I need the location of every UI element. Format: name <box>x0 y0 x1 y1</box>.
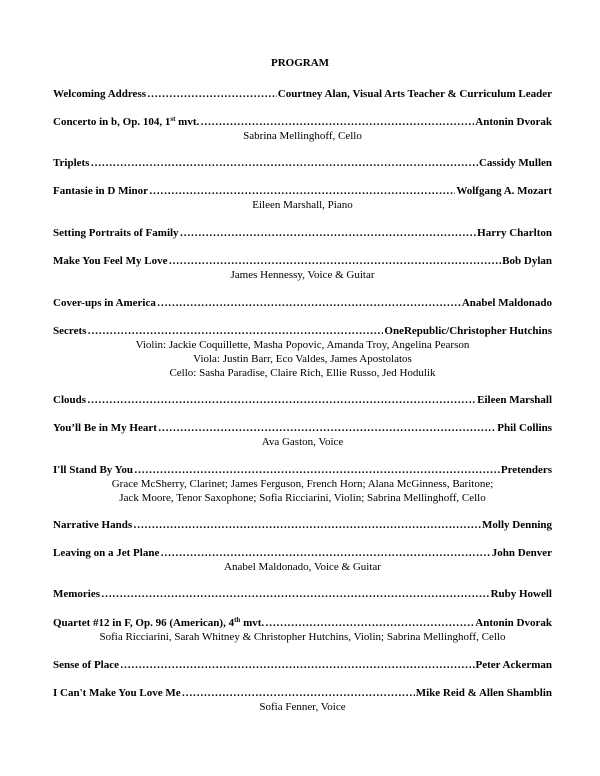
entry-line <box>53 463 552 477</box>
piece-title: Concerto in b, Op. 104, 1st mvt. <box>53 115 200 128</box>
piece-performer: Peter Ackerman <box>475 659 552 671</box>
program-entry <box>53 324 552 380</box>
entry-line <box>53 115 552 129</box>
piece-title: I Can't Make You Love Me <box>53 687 181 699</box>
performer-detail: Sabrina Mellinghoff, Cello <box>243 130 362 142</box>
performer-detail: Sofia Ricciarini, Sarah Whitney & Christopher Hutchins, Violin; Sabrina Mellinghoff, Cello <box>99 631 506 643</box>
dot-leader <box>101 587 490 601</box>
piece-title: Clouds <box>53 394 87 406</box>
dot-leader <box>120 658 475 672</box>
dot-leader <box>87 393 476 407</box>
dot-leader <box>265 616 474 630</box>
entry-line <box>53 518 552 532</box>
piece-performer: OneRepublic/Christopher Hutchins <box>384 325 552 337</box>
performer-detail: Grace McSherry, Clarinet; James Ferguson, French Horn; Alana McGinness, Baritone; <box>111 478 494 490</box>
dot-leader <box>149 184 455 198</box>
performer-detail: Violin: Jackie Coquillette, Masha Popovic, Amanda Troy, Angelina Pearson <box>135 339 470 351</box>
program-entry <box>53 421 552 449</box>
piece-title: Cover-ups in America <box>53 297 156 309</box>
performer-detail: Viola: Justin Barr, Eco Valdes, James Apostolatos <box>193 353 412 365</box>
piece-title: You’ll Be in My Heart <box>53 422 157 434</box>
piece-title: Welcoming Address <box>53 88 147 100</box>
piece-performer: John Denver <box>491 547 552 559</box>
program-entry <box>53 184 552 212</box>
program-entry <box>53 226 552 240</box>
program-entry <box>53 296 552 310</box>
piece-performer: Eileen Marshall <box>477 394 552 406</box>
program-entry <box>53 686 552 714</box>
dot-leader <box>134 463 500 477</box>
piece-title: I'll Stand By You <box>53 464 133 476</box>
piece-title: Triplets <box>53 157 90 169</box>
dot-leader <box>157 296 461 310</box>
piece-performer: Molly Denning <box>482 519 552 531</box>
performer-detail: James Hennessy, Voice & Guitar <box>230 269 375 281</box>
program-entry <box>53 156 552 170</box>
dot-leader <box>180 226 477 240</box>
piece-title: Secrets <box>53 325 87 337</box>
piece-performer: Cassidy Mullen <box>478 157 552 169</box>
performer-detail: Ava Gaston, Voice <box>261 436 344 448</box>
program-entry <box>53 658 552 672</box>
entry-line <box>53 156 552 170</box>
entry-line <box>53 226 552 240</box>
piece-title: Make You Feel My Love <box>53 255 168 267</box>
entry-line <box>53 393 552 407</box>
entry-line <box>53 87 552 101</box>
entry-line <box>53 587 552 601</box>
piece-performer: Anabel Maldonado <box>461 297 552 309</box>
entry-line <box>53 324 552 338</box>
dot-leader <box>90 156 477 170</box>
dot-leader <box>160 546 490 560</box>
piece-title: Fantasie in D Minor <box>53 185 149 197</box>
entry-line <box>53 686 552 700</box>
entry-line <box>53 658 552 672</box>
program-entry <box>53 254 552 282</box>
piece-performer: Pretenders <box>500 464 552 476</box>
piece-performer: Mike Reid & Allen Shamblin <box>415 687 552 699</box>
entry-line <box>53 546 552 560</box>
dot-leader <box>158 421 496 435</box>
performer-detail: Anabel Maldonado, Voice & Guitar <box>224 561 381 573</box>
program-entry <box>53 616 552 644</box>
piece-title: Memories <box>53 588 101 600</box>
dot-leader <box>147 87 277 101</box>
piece-performer: Phil Collins <box>497 422 552 434</box>
piece-title: Quartet #12 in F, Op. 96 (American), 4th mvt. <box>53 616 265 629</box>
piece-title: Narrative Hands <box>53 519 133 531</box>
program-entry <box>53 587 552 601</box>
dot-leader <box>200 115 474 129</box>
dot-leader <box>133 518 481 532</box>
entry-line <box>53 421 552 435</box>
piece-performer: Antonin Dvorak <box>475 617 552 629</box>
program-entry <box>53 115 552 143</box>
dot-leader <box>182 686 415 700</box>
piece-performer: Wolfgang A. Mozart <box>456 185 552 197</box>
program-entry <box>53 518 552 532</box>
piece-performer: Courtney Alan, Visual Arts Teacher & Curriculum Leader <box>277 88 552 100</box>
piece-performer: Antonin Dvorak <box>475 116 552 128</box>
dot-leader <box>168 254 501 268</box>
piece-title: Sense of Place <box>53 659 119 671</box>
performer-detail: Eileen Marshall, Piano <box>252 199 353 211</box>
entry-line <box>53 296 552 310</box>
program-entry <box>53 87 552 101</box>
page-title: PROGRAM <box>270 57 330 69</box>
performer-detail: Sofia Fenner, Voice <box>259 701 346 713</box>
piece-performer: Ruby Howell <box>490 588 552 600</box>
program-entry <box>53 393 552 407</box>
piece-performer: Harry Charlton <box>477 227 552 239</box>
piece-title: Leaving on a Jet Plane <box>53 547 160 559</box>
piece-performer: Bob Dylan <box>502 255 552 267</box>
program-entry <box>53 546 552 574</box>
performer-detail: Cello: Sasha Paradise, Claire Rich, Ellie Russo, Jed Hodulik <box>169 367 436 379</box>
dot-leader <box>87 324 383 338</box>
entry-line <box>53 616 552 630</box>
performer-detail: Jack Moore, Tenor Saxophone; Sofia Ricciarini, Violin; Sabrina Mellinghoff, Cello <box>119 492 486 504</box>
program-entry <box>53 463 552 505</box>
entry-line <box>53 184 552 198</box>
entry-line <box>53 254 552 268</box>
piece-title: Setting Portraits of Family <box>53 227 179 239</box>
